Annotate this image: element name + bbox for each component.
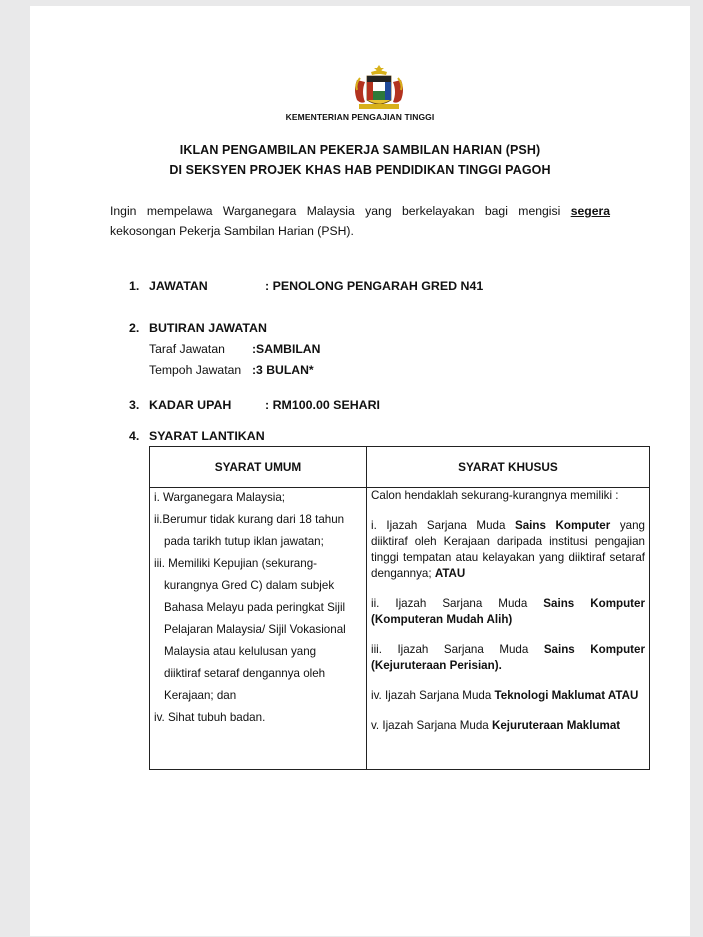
list-item <box>367 596 649 628</box>
list-item-line: kurangnya Gred C) dalam subjek <box>164 579 335 592</box>
list-item-line: Bahasa Melayu pada peringkat Sijil <box>164 601 346 614</box>
item-prefix: v. Ijazah Sarjana Muda <box>371 719 492 732</box>
list-item <box>150 553 366 707</box>
intro-text-before: Ingin mempelawa Warganegara Malaysia yang berkelayakan bagi mengisi <box>110 204 571 218</box>
item-prefix: iv. Ijazah Sarjana Muda <box>371 689 495 702</box>
list-item: iv. Sihat tubuh badan. <box>154 711 266 724</box>
list-item <box>367 718 649 734</box>
item-prefix: ii. Ijazah Sarjana Muda <box>371 597 544 610</box>
list-item-line: Malaysia atau kelulusan yang <box>164 645 317 658</box>
list-item <box>367 642 649 674</box>
section-butiran-jawatan <box>30 321 690 339</box>
section-jawatan <box>30 279 690 297</box>
item-connector: ATAU <box>434 567 466 580</box>
tempoh-jawatan-label: Tempoh Jawatan <box>149 363 242 377</box>
list-item-line: pada tarikh tutup iklan jawatan; <box>164 535 324 548</box>
section-label: BUTIRAN JAWATAN <box>149 321 267 335</box>
list-item-text: iii. Memiliki Kepujian (sekurang- <box>154 557 318 570</box>
list-item: i. Warganegara Malaysia; <box>154 491 286 504</box>
section-number: 2. <box>129 321 140 335</box>
syarat-umum-cell <box>150 488 367 770</box>
list-item-line <box>154 553 362 575</box>
header-syarat-khusus: SYARAT KHUSUS <box>367 447 650 488</box>
ad-title-line-2: DI SEKSYEN PROJEK KHAS HAB PENDIDIKAN TINGGI PAGOH <box>169 163 551 177</box>
ministry-name: KEMENTERIAN PENGAJIAN TINGGI <box>285 112 435 122</box>
table-row <box>150 488 650 770</box>
item-course: Sains Komputer (Kejuruteraan Perisian). <box>371 643 646 672</box>
item-prefix: iii. Ijazah Sarjana Muda <box>371 643 544 656</box>
taraf-jawatan-value: :SAMBILAN <box>252 342 321 356</box>
intro-emphasis: segera <box>570 204 610 218</box>
list-item <box>367 688 649 704</box>
section-value: : PENOLONG PENGARAH GRED N41 <box>265 279 484 293</box>
item-prefix: i. Ijazah Sarjana Muda <box>371 519 515 532</box>
tempoh-jawatan-value: :3 BULAN* <box>252 363 314 377</box>
list-item-line: diiktiraf setaraf dengannya oleh <box>164 667 326 680</box>
taraf-jawatan-label: Taraf Jawatan <box>149 342 225 356</box>
section-number: 4. <box>129 429 140 443</box>
item-course: Sains Komputer (Komputeran Mudah Alih) <box>371 597 645 626</box>
list-item <box>367 518 649 582</box>
section-kadar-upah <box>30 398 690 416</box>
list-item-line: Kerajaan; dan <box>164 689 237 702</box>
header-syarat-umum: SYARAT UMUM <box>150 447 367 488</box>
syarat-khusus-cell <box>367 488 650 770</box>
item-course: Sains Komputer <box>515 519 611 532</box>
item-course: Kejuruteraan Maklumat <box>491 719 621 732</box>
section-label: JAWATAN <box>149 279 208 293</box>
requirement-lead: Calon hendaklah sekurang-kurangnya memiliki : <box>371 489 619 502</box>
intro-paragraph <box>110 201 610 241</box>
section-syarat-lantikan <box>30 429 690 447</box>
table-header-row <box>150 447 650 488</box>
section-number: 3. <box>129 398 140 412</box>
intro-text-after: kekosongan Pekerja Sambilan Harian (PSH). <box>110 224 354 238</box>
ad-title-line-1: IKLAN PENGAMBILAN PEKERJA SAMBILAN HARIAN (PSH) <box>179 143 541 157</box>
item-course: Teknologi Maklumat ATAU <box>494 689 639 702</box>
list-item-line: ii.Berumur tidak kurang dari 18 tahun <box>154 513 345 526</box>
section-label: KADAR UPAH <box>149 398 232 412</box>
item-text: yang diiktiraf oleh Kerajaan daripada institusi pengajian tinggi tempatan atau kelayakan yang diiktiraf setaraf dengannya; <box>371 519 645 580</box>
section-label: SYARAT LANTIKAN <box>149 429 265 443</box>
section-value: : RM100.00 SEHARI <box>265 398 380 412</box>
requirements-table <box>149 446 650 770</box>
malaysia-coat-of-arms-icon <box>343 64 415 112</box>
document-page <box>30 6 690 936</box>
list-item <box>150 509 366 553</box>
list-item-line: Pelajaran Malaysia/ Sijil Vokasional <box>164 623 346 636</box>
section-number: 1. <box>129 279 140 293</box>
